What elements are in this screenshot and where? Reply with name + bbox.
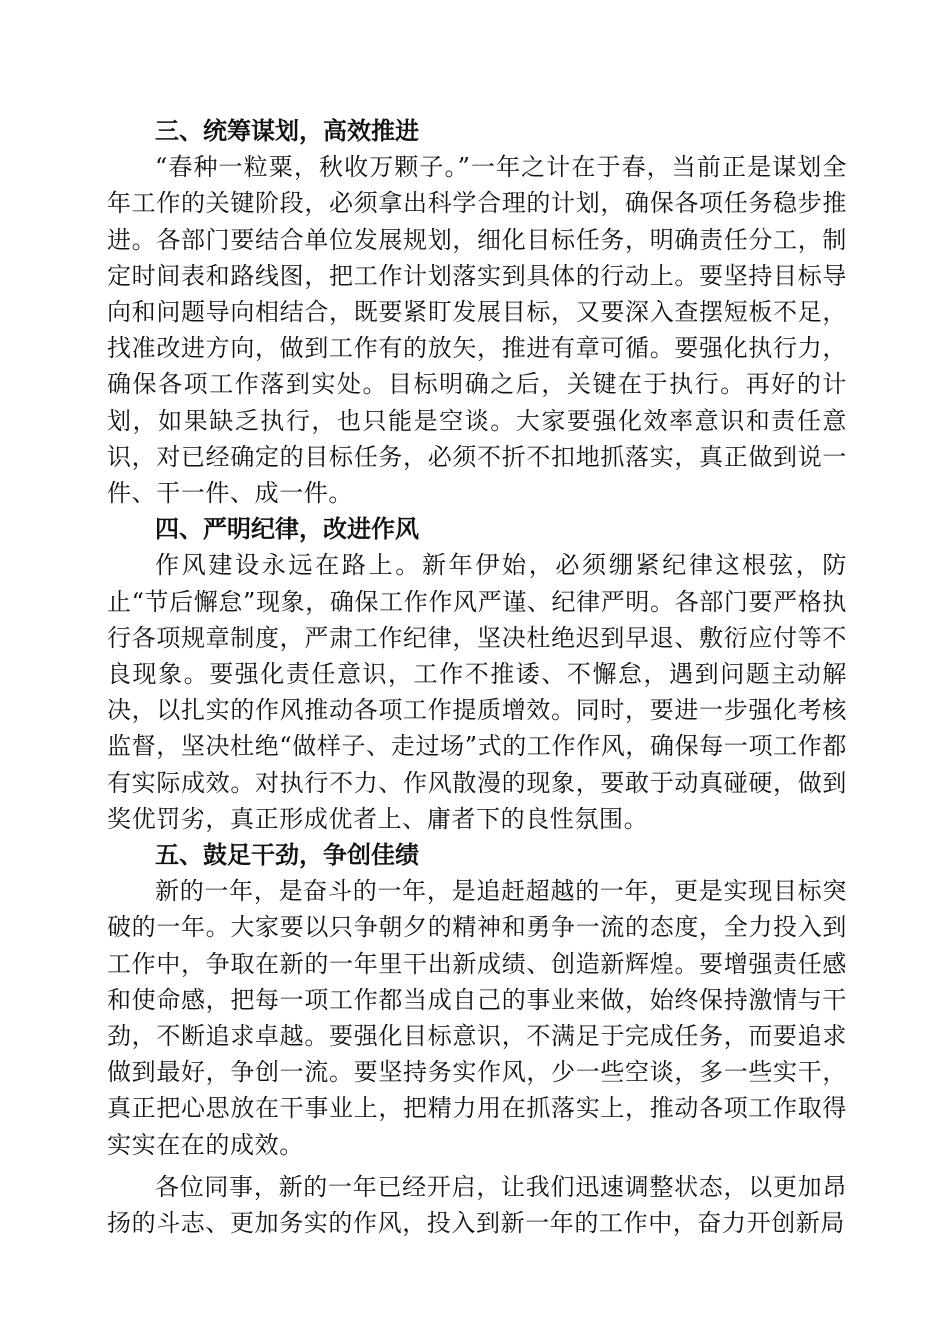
- section-paragraph: “春种一粒粟，秋收万颗子。”一年之计在于春，当前正是谋划全年工作的关键阶段，必须拿出科学合理的计划，确保各项任务稳步推进。各部门要结合单位发展规划，细化目标任务，明确责任分工，制定时间表和路线图，把工作计划落实到具体的行动上。要坚持目标导向和问题导向相结合，既要紧盯发展目标，又要深入查摆短板不足，找准改进方向，做到工作有的放矢，推进有章可循。要强化执行力，确保各项工作落到实处。目标明确之后，关键在于执行。再好的计划，如果缺乏执行，也只能是空谈。大家要强化效率意识和责任意识，对已经确定的目标任务，必须不折不扣地抓落实，真正做到说一件、干一件、成一件。: [107, 153, 847, 508]
- section-3: [107, 113, 847, 511]
- section-heading: 四、严明纪律，改进作风: [155, 515, 419, 544]
- closing-paragraph: 各位同事，新的一年已经开启，让我们迅速调整状态，以更加昂扬的斗志、更加务实的作风，投入到新一年的工作中，奋力开创新局: [107, 1172, 847, 1238]
- section-4: [107, 511, 847, 837]
- document-page: [107, 113, 847, 1241]
- section-heading: 五、鼓足干劲，争创佳绩: [155, 841, 419, 870]
- section-paragraph: 作风建设永远在路上。新年伊始，必须绷紧纪律这根弦，防止“节后懈怠”现象，确保工作作风严谨、纪律严明。各部门要严格执行各项规章制度，严肃工作纪律，坚决杜绝迟到早退、敷衍应付等不良现象。要强化责任意识，工作不推诿、不懈怠，遇到问题主动解决，以扎实的作风推动各项工作提质增效。同时，要进一步强化考核监督，坚决杜绝“做样子、走过场”式的工作作风，确保每一项工作都有实际成效。对执行不力、作风散漫的现象，要敢于动真碰硬，做到奖优罚劣，真正形成优者上、庸者下的良性氛围。: [107, 551, 847, 833]
- section-heading: 三、统筹谋划，高效推进: [155, 117, 419, 145]
- section-5: [107, 837, 847, 1163]
- section-paragraph: 新的一年，是奋斗的一年，是追赶超越的一年，更是实现目标突破的一年。大家要以只争朝夕的精神和勇争一流的态度，全力投入到工作中，争取在新的一年里干出新成绩、创造新辉煌。要增强责任感和使命感，把每一项工作都当成自己的事业来做，始终保持激情与干劲，不断追求卓越。要强化目标意识，不满足于完成任务，而要追求做到最好，争创一流。要坚持务实作风，少一些空谈，多一些实干，真正把心思放在干事业上，把精力用在抓落实上，推动各项工作取得实实在在的成效。: [107, 877, 847, 1159]
